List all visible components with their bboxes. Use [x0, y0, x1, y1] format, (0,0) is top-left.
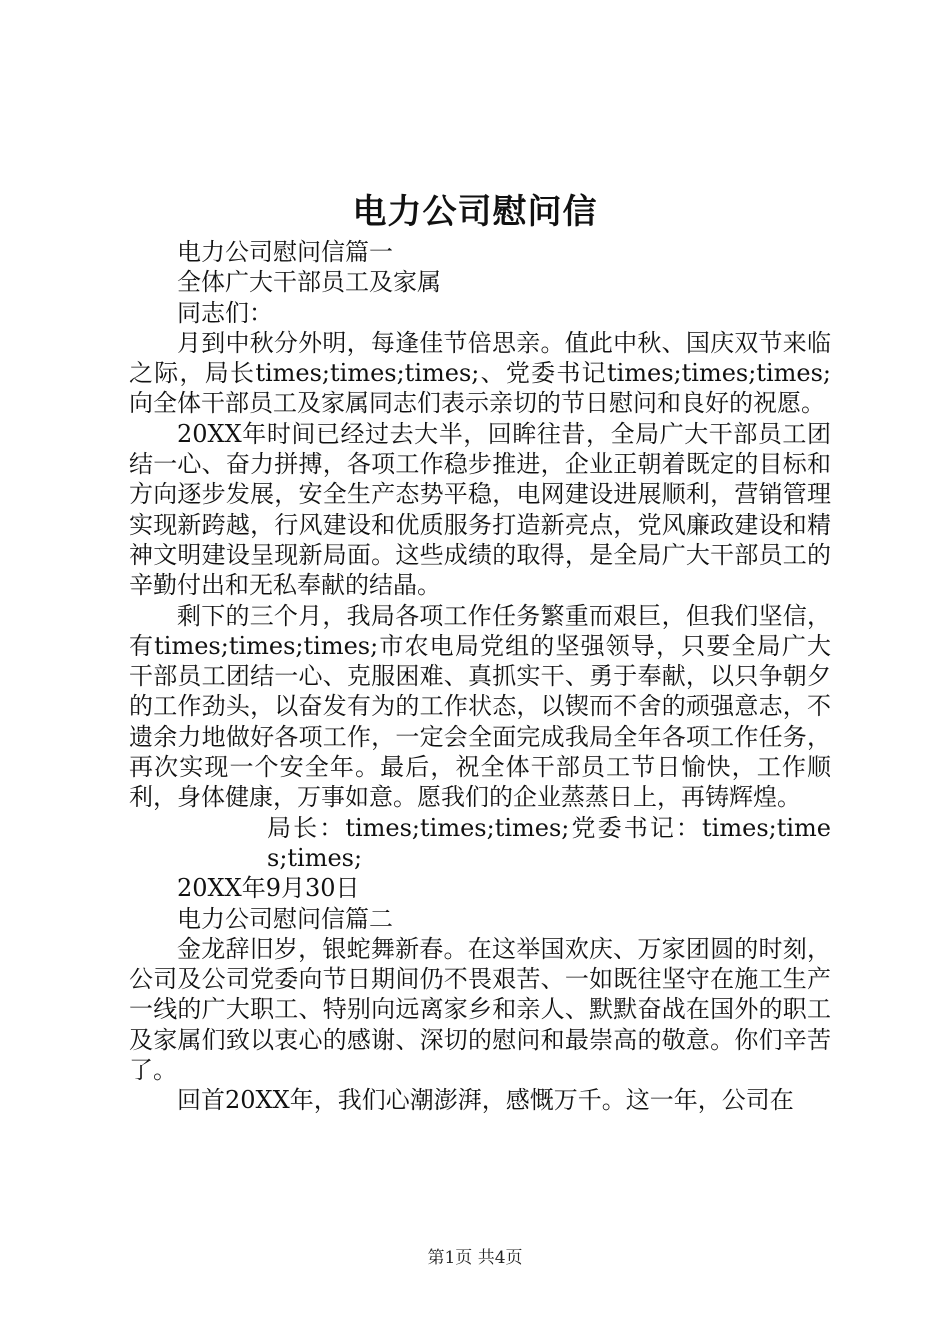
paragraph: 月到中秋分外明，每逢佳节倍思亲。值此中秋、国庆双节来临之际，局长times;times;times;、党委书记times;times;times;向全体干部员工及家属同志们表示亲切的节日慰问和良好的祝愿。 — [129, 328, 831, 418]
section-heading-2: 电力公司慰问信篇二 — [177, 904, 393, 933]
paragraph: 回首20XX年，我们心潮澎湃，感慨万千。这一年，公司在 — [177, 1086, 794, 1115]
paragraph: 20XX年时间已经过去大半，回眸往昔，全局广大干部员工团结一心、奋力拼搏，各项工作稳步推进，企业正朝着既定的目标和方向逐步发展，安全生产态势平稳，电网建设进展顺利，营销管理实现新跨越，行风建设和优质服务打造新亮点，党风廉政建设和精神文明建设呈现新局面。这些成绩的取得，是全局广大干部员工的辛勤付出和无私奉献的结晶。 — [129, 419, 831, 600]
paragraph: 金龙辞旧岁，银蛇舞新春。在这举国欢庆、万家团圆的时刻，公司及公司党委向节日期间仍不畏艰苦、一如既往坚守在施工生产一线的广大职工、特别向远离家乡和亲人、默默奋战在国外的职工及家属们致以衷心的感谢、深切的慰问和最崇高的敬意。你们辛苦了。 — [129, 934, 831, 1085]
salutation-recipients: 全体广大干部员工及家属 — [177, 268, 441, 297]
salutation-comrades: 同志们： — [177, 298, 273, 327]
date-line: 20XX年9月30日 — [177, 874, 360, 903]
paragraph: 剩下的三个月，我局各项工作任务繁重而艰巨，但我们坚信，有times;times;times;市农电局党组的坚强领导，只要全局广大干部员工团结一心、克服困难、真抓实干、勇于奉献，以只争朝夕的工作劲头，以奋发有为的工作状态，以锲而不舍的顽强意志，不遗余力地做好各项工作，一定会全面完成我局全年各项工作任务，再次实现一个安全年。最后，祝全体干部员工节日愉快，工作顺利，身体健康，万事如意。愿我们的企业蒸蒸日上，再铸辉煌。 — [129, 601, 831, 812]
document-body — [129, 237, 831, 1116]
document-title: 电力公司慰问信 — [352, 192, 598, 232]
signature-line: 局长：times;times;times;党委书记：times;times;times; — [267, 813, 831, 872]
page-footer: 第1页 共4页 — [427, 1248, 523, 1268]
section-heading-1: 电力公司慰问信篇一 — [177, 238, 393, 266]
